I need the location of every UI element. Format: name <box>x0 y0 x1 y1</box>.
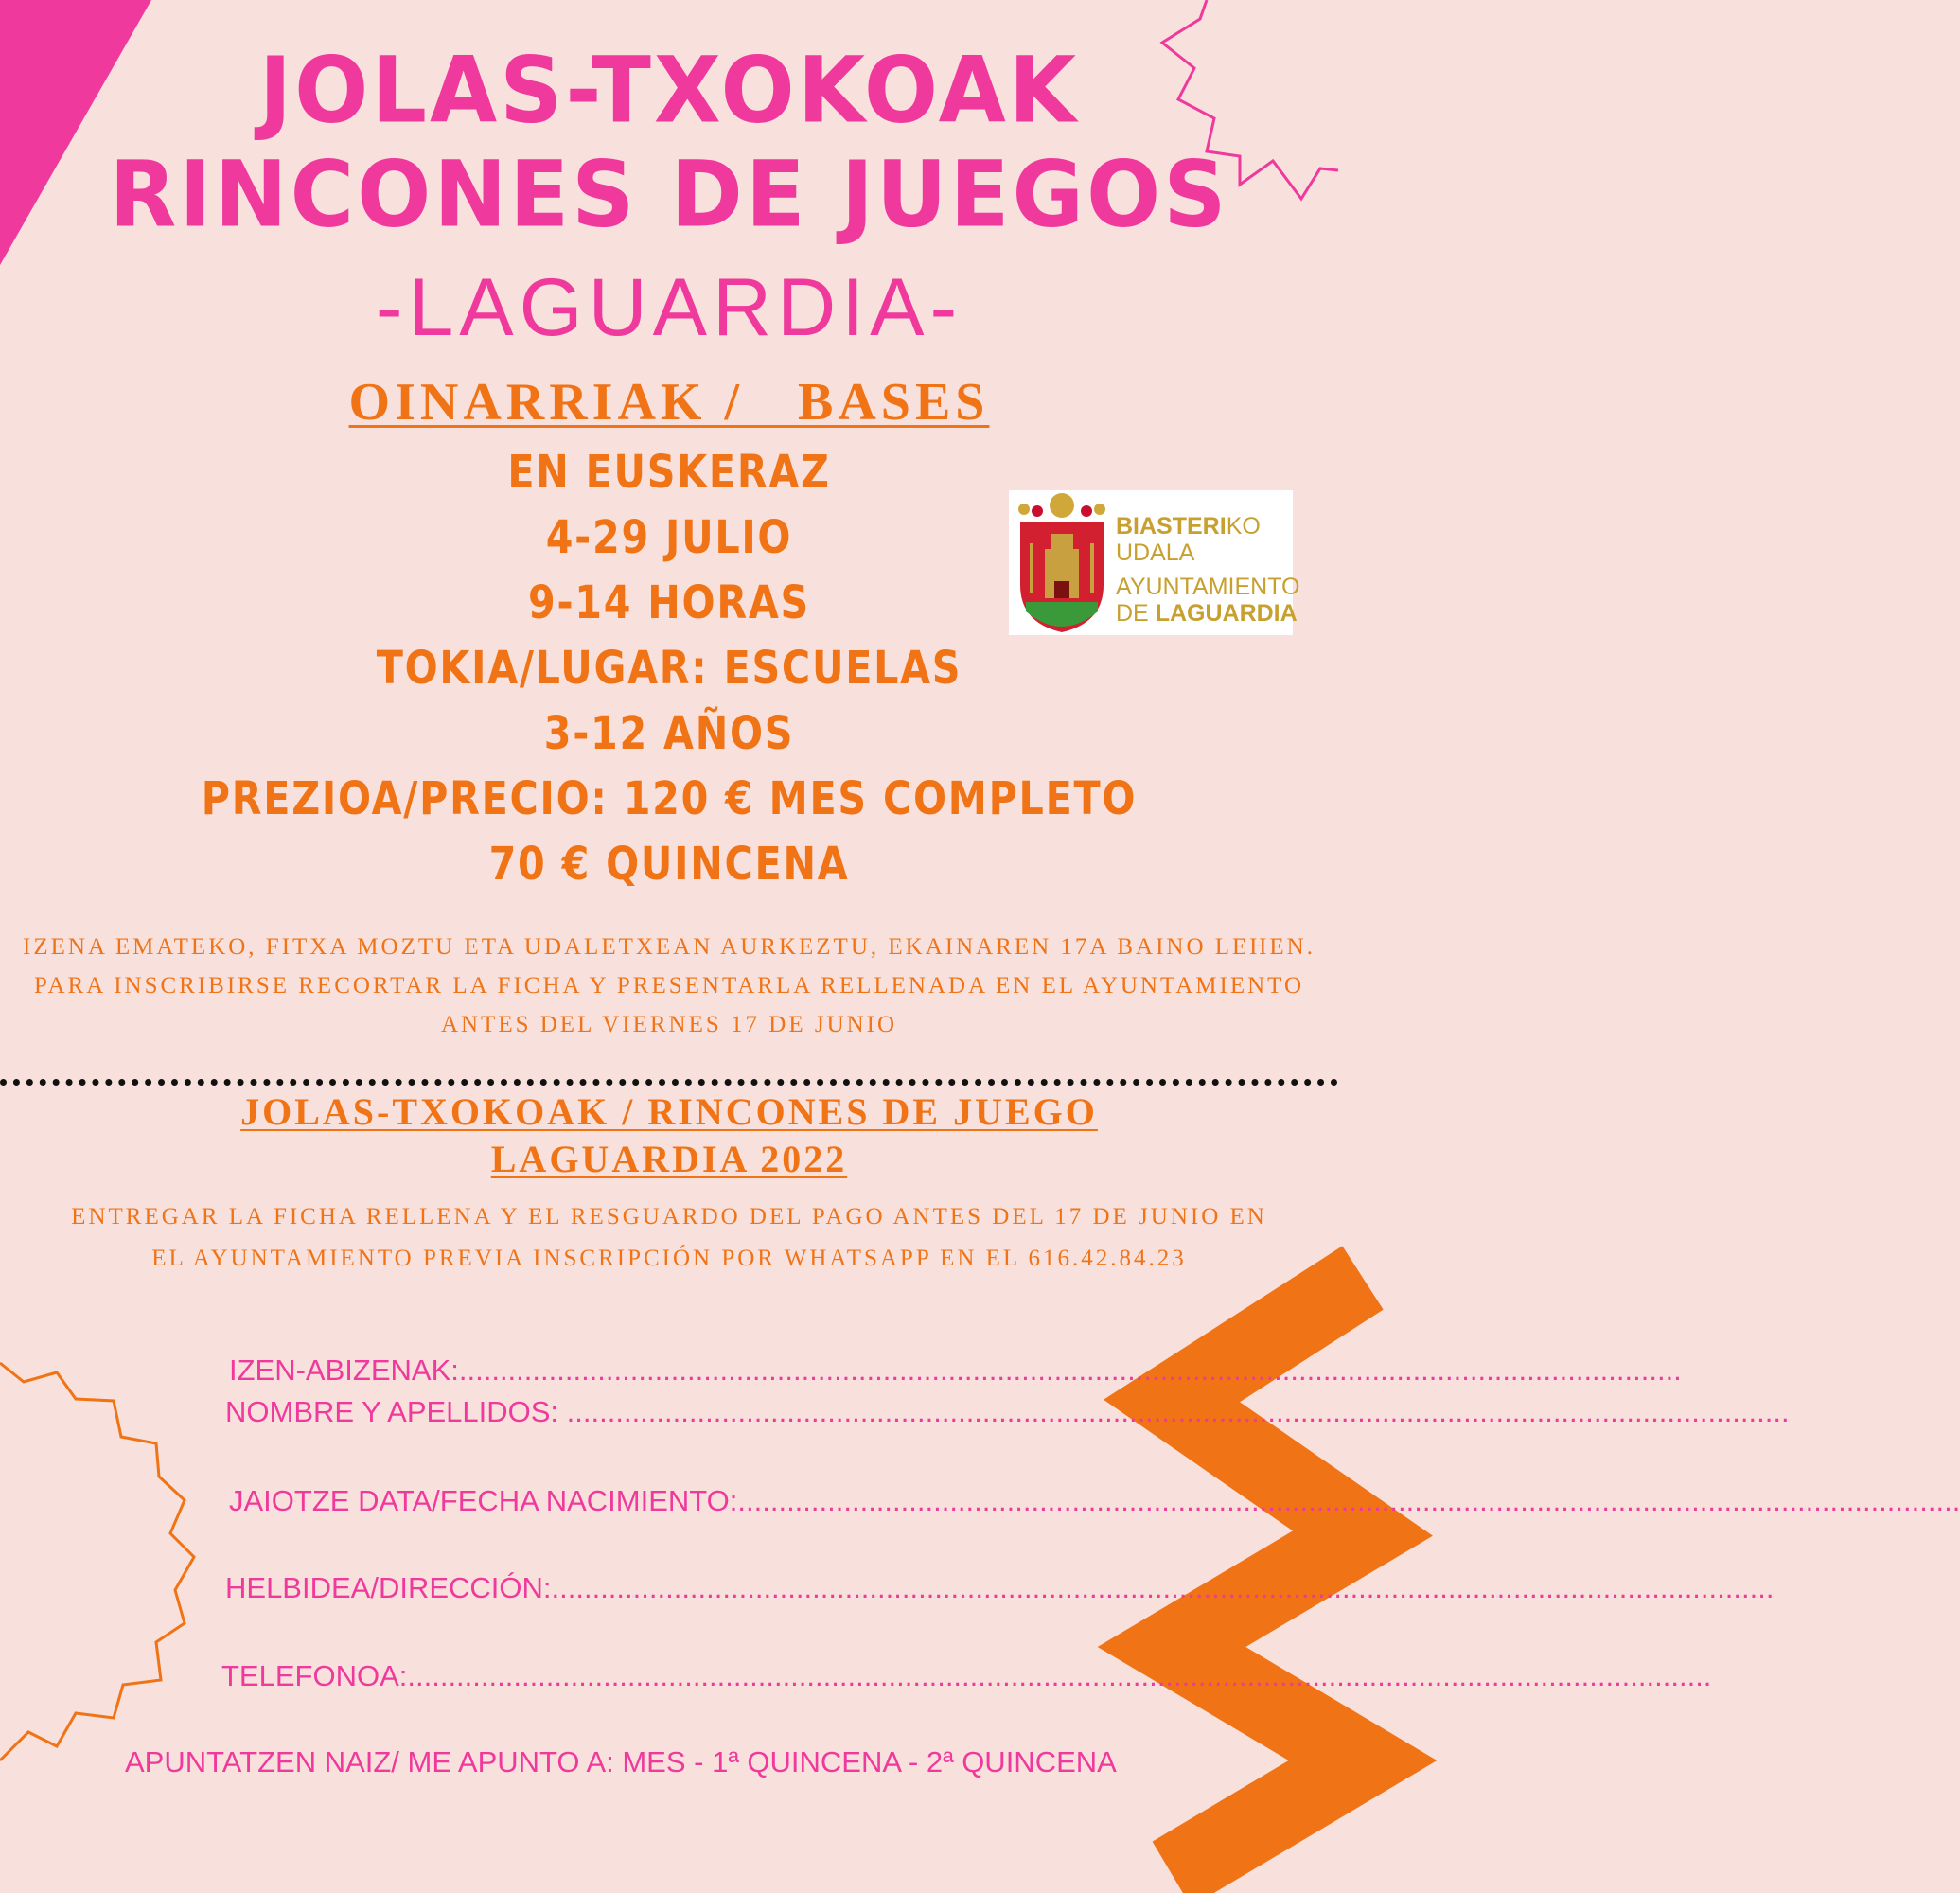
registration-period-options[interactable]: APUNTATZEN NAIZ/ ME APUNTO A: MES - 1ª QUINCENA - 2ª QUINCENA <box>125 1745 1117 1778</box>
logo-line4-bold: LAGUARDIA <box>1155 600 1298 627</box>
name-field-basque-blank[interactable]: ...................................................................................................................................................... <box>458 1353 1682 1387</box>
orange-star-outline-shape <box>0 1363 194 1760</box>
bases-heading: OINARRIAK / BASES <box>348 373 990 432</box>
bases-line-language: EN EUSKERAZ <box>507 446 831 499</box>
bases-line-dates: 4-29 JULIO <box>545 511 793 564</box>
town-hall-logo <box>1009 490 1300 635</box>
bases-line-place: TOKIA/LUGAR: ESCUELAS <box>376 642 962 695</box>
logo-text <box>1116 513 1299 627</box>
address-field-label: HELBIDEA/DIRECCIÓN: <box>225 1571 552 1604</box>
form-heading-line-1: JOLAS-TXOKOAK / RINCONES DE JUEGO <box>240 1090 1098 1133</box>
bases-line-hours: 9-14 HORAS <box>528 576 810 629</box>
registration-note-line-2: PARA INSCRIBIRSE RECORTAR LA FICHA Y PRESENTARLA RELLENADA EN EL AYUNTAMIENTO <box>33 973 1305 999</box>
logo-line4-prefix: DE <box>1116 600 1156 627</box>
name-field-basque[interactable] <box>229 1353 1682 1387</box>
phone-field[interactable] <box>221 1659 1712 1692</box>
cut-line-divider <box>0 1079 1338 1086</box>
subtitle: -LAGUARDIA- <box>375 262 963 353</box>
title-line-1: JOLAS-TXOKOAK <box>258 37 1080 144</box>
logo-line2: UDALA <box>1116 540 1195 566</box>
phone-field-label: TELEFONOA: <box>221 1659 408 1692</box>
bases-line-price-fortnight: 70 € QUINCENA <box>488 838 850 891</box>
birth-date-field[interactable] <box>229 1484 1960 1517</box>
deliver-instructions-line-2: EL AYUNTAMIENTO PREVIA INSCRIPCIÓN POR WHATSAPP EN EL 616.42.84.23 <box>151 1246 1187 1271</box>
bases-line-ages: 3-12 AÑOS <box>543 707 795 760</box>
logo-line1-bold: BIASTERI <box>1116 513 1227 540</box>
registration-note-line-3: ANTES DEL VIERNES 17 DE JUNIO <box>440 1012 898 1037</box>
deliver-instructions-line-1: ENTREGAR LA FICHA RELLENA Y EL RESGUARDO DEL PAGO ANTES DEL 17 DE JUNIO EN <box>71 1204 1267 1230</box>
registration-note-line-1: IZENA EMATEKO, FITXA MOZTU ETA UDALETXEAN AURKEZTU, EKAINAREN 17A BAINO LEHEN. <box>23 934 1315 960</box>
name-field-spanish-blank[interactable]: ...................................................................................................................................................... <box>566 1395 1790 1428</box>
address-field[interactable] <box>225 1571 1775 1604</box>
logo-line1-rest: KO <box>1226 513 1261 540</box>
name-field-spanish-label: NOMBRE Y APELLIDOS: <box>225 1395 567 1428</box>
name-field-spanish[interactable] <box>225 1395 1790 1428</box>
form-heading-line-2: LAGUARDIA 2022 <box>490 1138 848 1180</box>
phone-field-blank[interactable]: ................................................................................................................................................................ <box>407 1659 1712 1692</box>
coat-of-arms-icon <box>1013 490 1111 635</box>
logo-line3: AYUNTAMIENTO <box>1116 574 1300 600</box>
birth-date-field-blank[interactable]: ...................................................................................................................................................... <box>737 1484 1960 1517</box>
title-line-2: RINCONES DE JUEGOS <box>109 141 1229 248</box>
address-field-blank[interactable]: ...................................................................................................................................................... <box>551 1571 1775 1604</box>
bases-line-price: PREZIOA/PRECIO: 120 € MES COMPLETO <box>201 772 1138 825</box>
birth-date-field-label: JAIOTZE DATA/FECHA NACIMIENTO: <box>229 1484 738 1517</box>
name-field-basque-label: IZEN-ABIZENAK: <box>229 1353 459 1387</box>
